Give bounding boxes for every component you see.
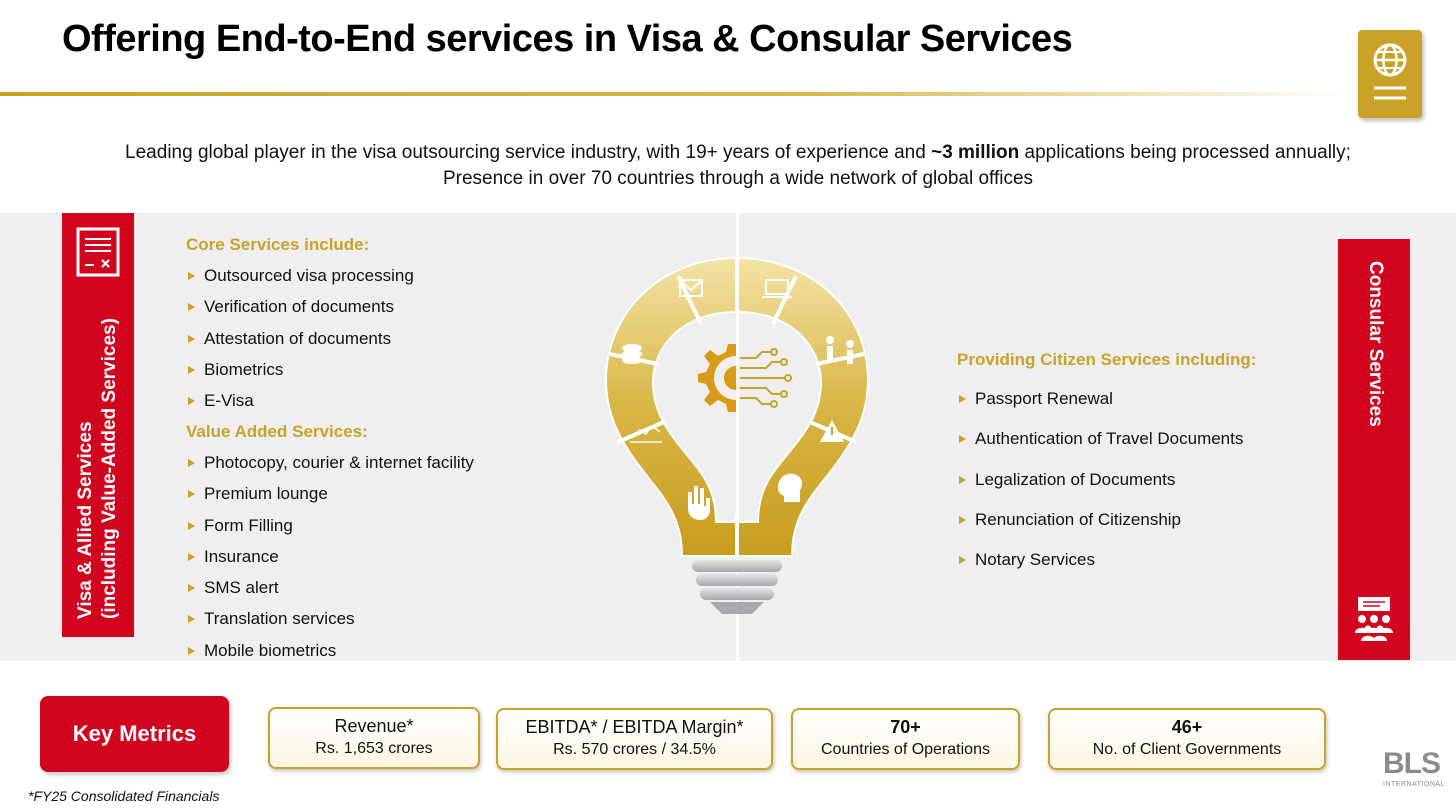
metric-card — [496, 708, 773, 770]
audience-presentation-icon — [1352, 595, 1396, 641]
metric-title: EBITDA* / EBITDA Margin* — [525, 717, 744, 737]
list-item: Passport Renewal — [957, 389, 1243, 429]
list-item: Biometrics — [186, 360, 414, 391]
title-divider — [0, 92, 1350, 96]
value-added-heading: Value Added Services: — [186, 422, 368, 441]
page-title: Offering End-to-End services in Visa & Consular Services — [62, 18, 1073, 60]
lightbulb-graphic — [596, 252, 878, 622]
list-item: Form Filling — [186, 516, 474, 547]
consular-services-band — [1338, 239, 1410, 660]
metric-value: No. of Client Governments — [1092, 741, 1282, 758]
footnote: *FY25 Consolidated Financials — [28, 788, 220, 804]
value-added-list — [186, 453, 474, 672]
metric-card — [268, 707, 480, 769]
core-services-heading: Core Services include: — [186, 235, 370, 254]
citizen-services-list — [957, 389, 1243, 590]
passport-badge — [1358, 30, 1422, 118]
visa-services-label: Visa & Allied Services (including Value-Added Services) — [75, 318, 120, 619]
metric-card — [791, 708, 1020, 770]
intro-text — [60, 140, 1416, 192]
passport-globe-icon — [1358, 30, 1422, 118]
metric-value: Rs. 570 crores / 34.5% — [553, 741, 716, 758]
list-item: Photocopy, courier & internet facility — [186, 453, 474, 484]
list-item: Renunciation of Citizenship — [957, 510, 1243, 550]
metric-title: 70+ — [890, 717, 921, 737]
metric-title: 46+ — [1171, 717, 1203, 737]
consular-services-label: Consular Services — [1365, 261, 1386, 427]
list-item: Translation services — [186, 609, 474, 640]
metric-value: Countries of Operations — [821, 741, 990, 758]
key-metrics-label: Key Metrics — [40, 696, 229, 772]
list-item: Mobile biometrics — [186, 641, 474, 672]
metric-card — [1048, 708, 1326, 770]
gear-circuit-icon — [698, 344, 791, 412]
intro-line-2: Presence in over 70 countries through a wide network of global offices — [442, 168, 1034, 189]
list-item: E-Visa — [186, 391, 414, 422]
visa-services-band — [62, 213, 134, 637]
intro-line-1: Leading global player in the visa outsourcing service industry, with 19+ years of experience and ~3 million applications being processed annually; — [125, 142, 1351, 163]
coins-icon — [622, 344, 642, 364]
list-item: Attestation of documents — [186, 329, 414, 360]
list-item: Insurance — [186, 547, 474, 578]
list-item: Legalization of Documents — [957, 470, 1243, 510]
list-item: SMS alert — [186, 578, 474, 609]
list-item: Verification of documents — [186, 297, 414, 328]
core-services-list — [186, 266, 414, 422]
metric-value: Rs. 1,653 crores — [315, 740, 433, 757]
company-logo: BLS INTERNATIONAL — [1383, 747, 1445, 788]
list-item: Notary Services — [957, 550, 1243, 590]
citizen-services-heading: Providing Citizen Services including: — [957, 350, 1257, 369]
list-item: Authentication of Travel Documents — [957, 429, 1243, 469]
list-item: Premium lounge — [186, 484, 474, 515]
metric-title: Revenue* — [334, 716, 414, 736]
list-item: Outsourced visa processing — [186, 266, 414, 297]
